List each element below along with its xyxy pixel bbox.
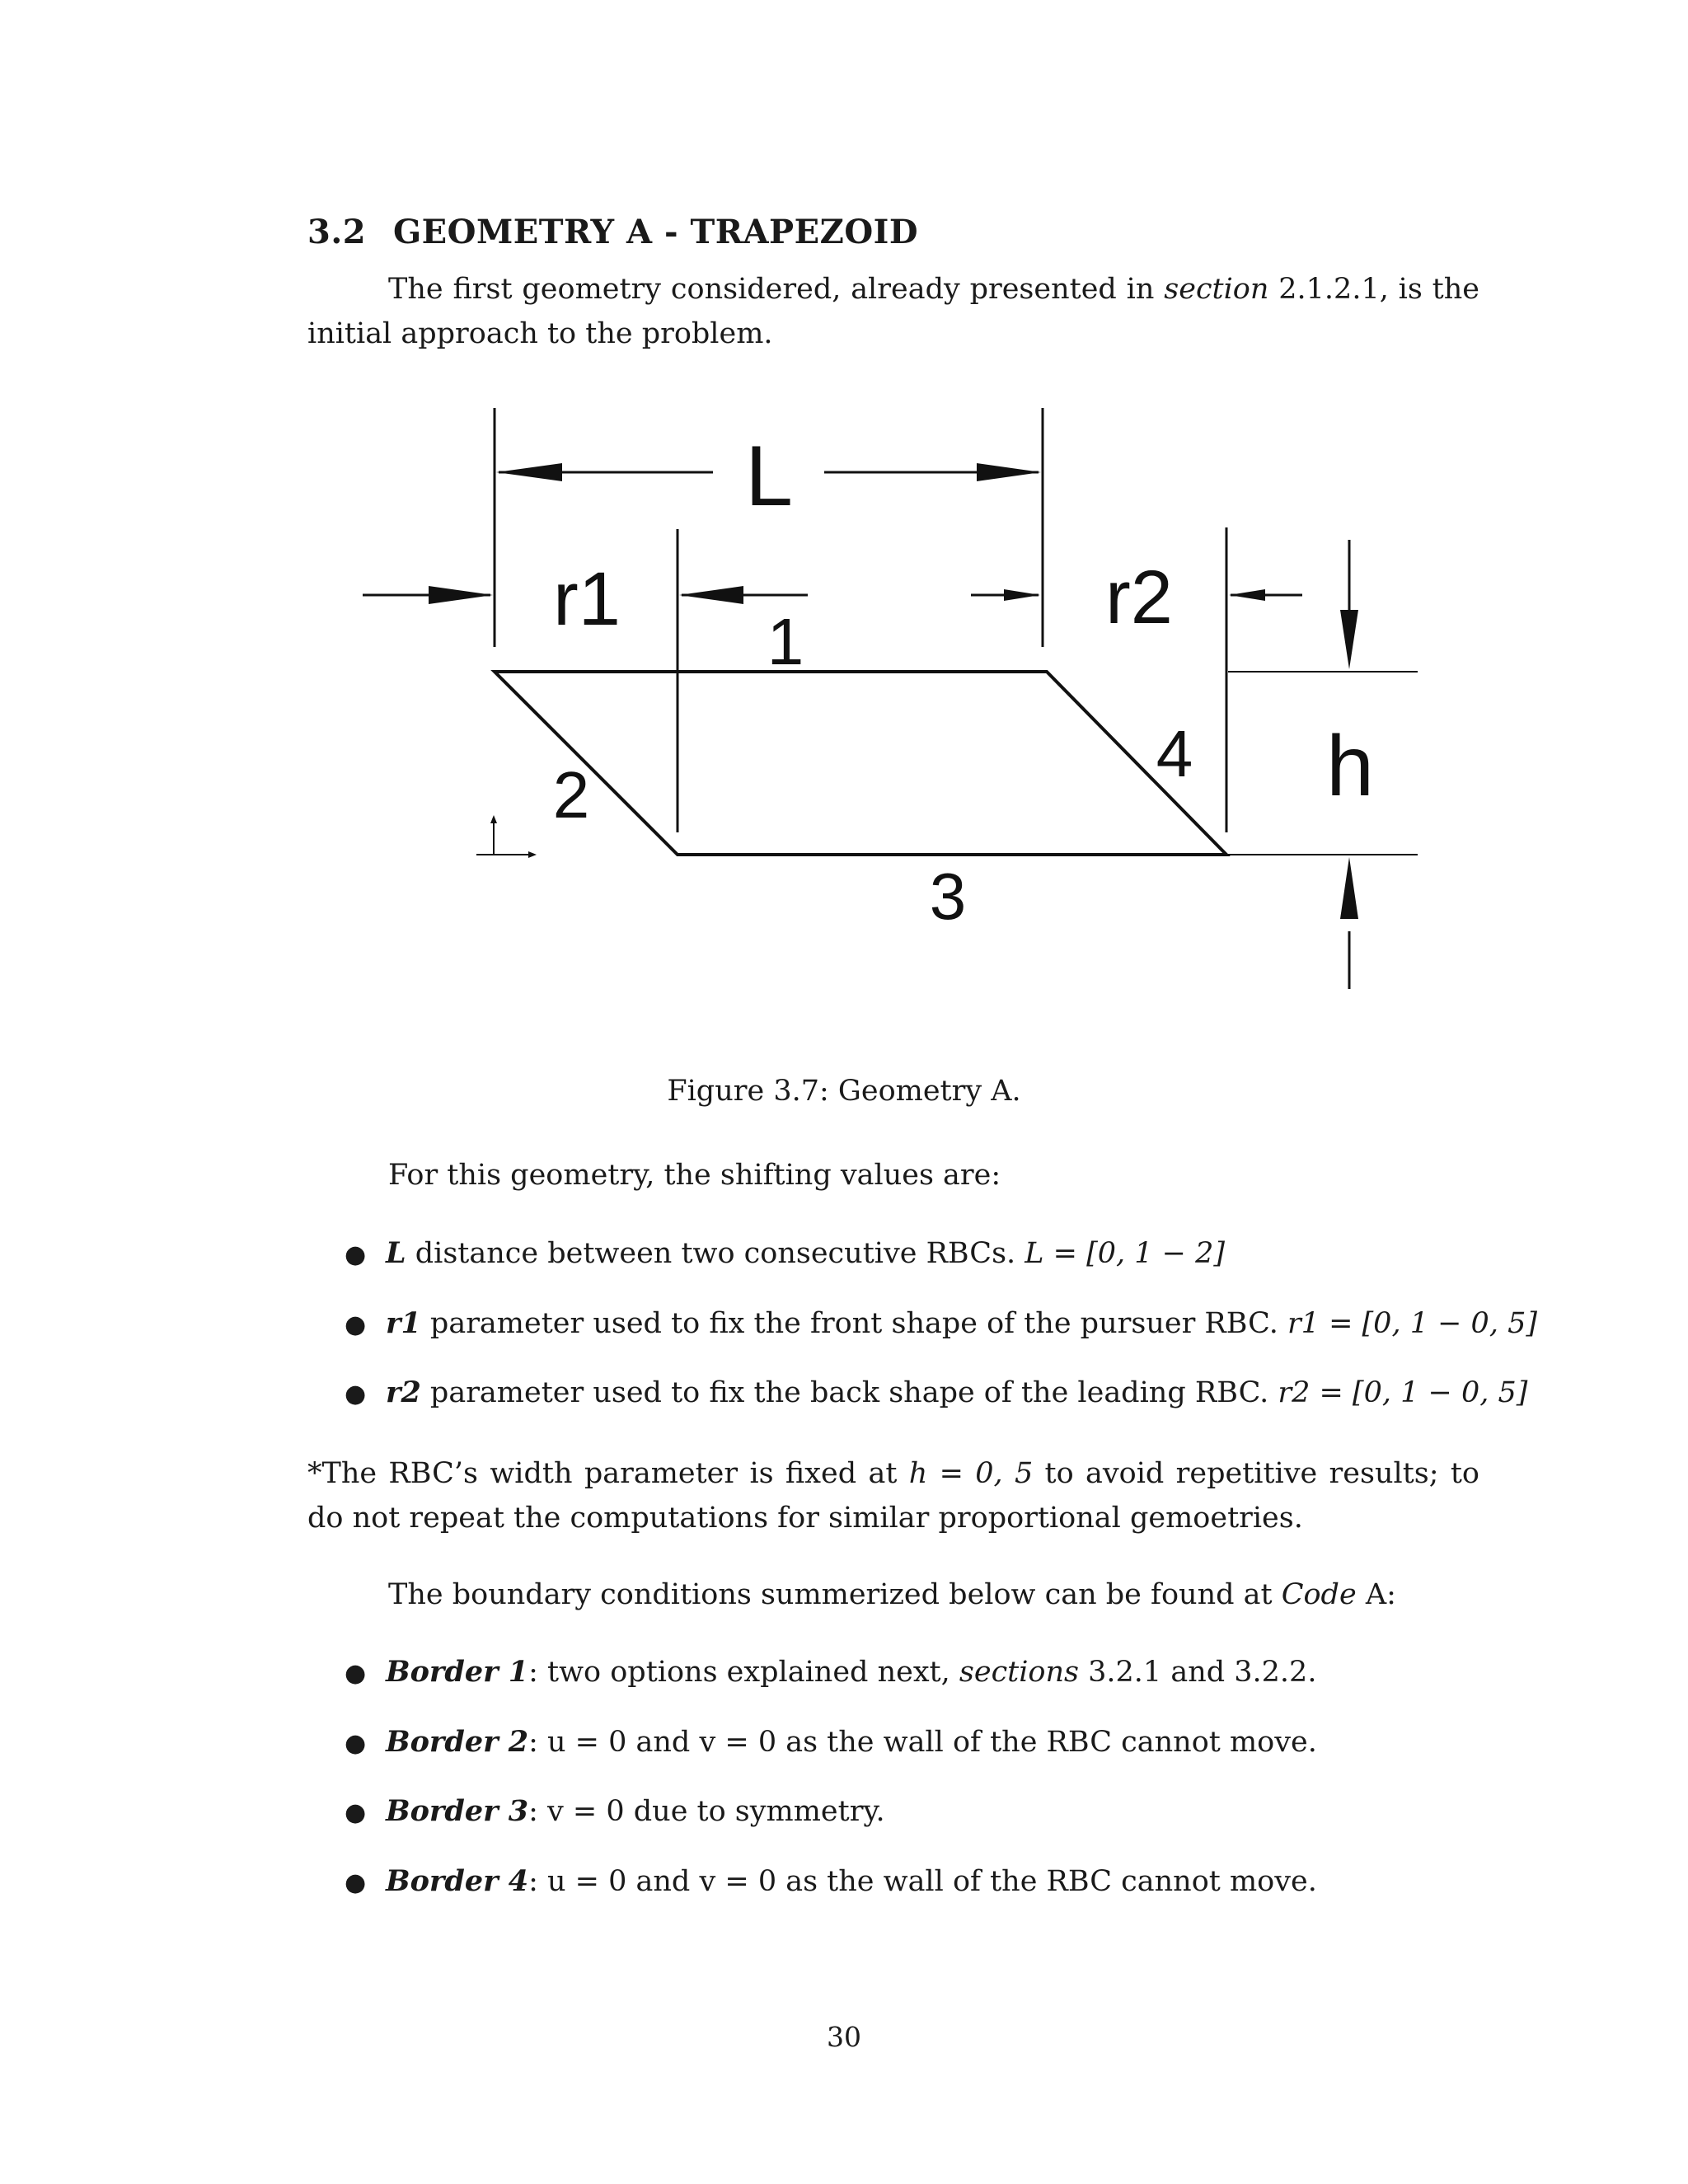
list-item <box>345 1794 885 1828</box>
arrowhead-r2-outer <box>1004 589 1040 601</box>
border-text: u = 0 and v = 0 as the wall of the RBC cannot move. <box>547 1865 1317 1898</box>
param-text: distance between two consecutive RBCs. <box>406 1237 1025 1270</box>
border-separator: : <box>528 1795 548 1828</box>
list-item <box>345 1655 1316 1689</box>
border-text: v = 0 due to symmetry. <box>547 1795 885 1828</box>
param-name: r2 <box>386 1376 421 1409</box>
geometry-a-figure <box>0 0 1688 1038</box>
border-text-end: 3.2.1 and 3.2.2. <box>1079 1656 1317 1689</box>
label-r2: r2 <box>1105 555 1173 640</box>
bullet-icon: ● <box>345 1310 367 1339</box>
boundary-intro <box>388 1578 1396 1611</box>
arrowhead-h-bottom <box>1340 857 1358 919</box>
arrowhead-h-top <box>1340 610 1358 669</box>
param-name: r1 <box>386 1306 421 1340</box>
bullet-icon: ● <box>345 1380 367 1408</box>
border-name: Border 2 <box>386 1725 529 1759</box>
section-title: GEOMETRY A - TRAPEZOID <box>393 213 919 251</box>
bullet-icon: ● <box>345 1798 367 1827</box>
section-number: 3.2 <box>307 213 367 251</box>
label-edge-2: 2 <box>552 758 590 832</box>
list-item <box>345 1725 1317 1759</box>
label-edge-3: 3 <box>929 860 967 933</box>
bullet-icon: ● <box>345 1729 367 1758</box>
border-separator: : <box>528 1865 548 1898</box>
label-r1: r1 <box>553 557 621 641</box>
param-text: parameter used to fix the front shape of the pursuer RBC. <box>420 1307 1287 1340</box>
border-separator: : <box>528 1726 548 1759</box>
page-number: 30 <box>827 2021 861 2053</box>
param-text: parameter used to fix the back shape of the leading RBC. <box>420 1376 1278 1409</box>
border-name: Border 1 <box>386 1655 529 1689</box>
arrowhead-L-left <box>496 463 562 481</box>
list-item <box>345 1236 1225 1270</box>
arrowhead-r2-inner <box>1229 589 1265 601</box>
label-h: h <box>1326 719 1374 814</box>
list-item <box>345 1306 1537 1340</box>
border-text: two options explained next, <box>547 1656 959 1689</box>
bullet-icon: ● <box>345 1868 367 1897</box>
boundary-intro-text-1: The boundary conditions summerized below can be found at <box>388 1578 1282 1611</box>
arrowhead-r1-inner <box>679 586 743 604</box>
intro-text-2: 2.1.2.1, is the initial approach to the problem. <box>307 273 1479 350</box>
border-text-italic: sections <box>959 1656 1080 1689</box>
label-edge-4: 4 <box>1156 717 1193 790</box>
note-text-1: *The RBC’s width parameter is fixed at <box>307 1457 909 1490</box>
trapezoid-shape <box>495 672 1226 855</box>
bullet-icon: ● <box>345 1240 367 1269</box>
note-text-2: to avoid repetitive results; to do not repeat the computations for similar proportional gemoetries. <box>307 1457 1479 1535</box>
note-paragraph <box>307 1451 1479 1540</box>
axis-y-arrowhead <box>490 815 497 823</box>
boundary-intro-text-2: A: <box>1356 1578 1396 1611</box>
list-item <box>345 1864 1317 1898</box>
arrowhead-L-right <box>977 463 1041 481</box>
label-edge-1: 1 <box>767 605 804 678</box>
param-formula: r1 = [0, 1 − 0, 5] <box>1287 1307 1537 1340</box>
list-item <box>345 1376 1527 1409</box>
border-separator: : <box>528 1656 548 1689</box>
label-L: L <box>745 429 793 524</box>
figure-caption: Figure 3.7: Geometry A. <box>667 1075 1021 1108</box>
border-text: u = 0 and v = 0 as the wall of the RBC cannot move. <box>547 1726 1317 1759</box>
arrowhead-r1-outer <box>429 586 493 604</box>
bullet-icon: ● <box>345 1659 367 1688</box>
border-name: Border 4 <box>386 1864 529 1898</box>
param-formula: r2 = [0, 1 − 0, 5] <box>1278 1376 1528 1409</box>
border-name: Border 3 <box>386 1794 529 1828</box>
boundary-intro-code: Code <box>1281 1578 1357 1611</box>
shifting-intro: For this geometry, the shifting values are: <box>388 1159 1001 1192</box>
note-formula: h = 0, 5 <box>908 1457 1034 1490</box>
axis-x-arrowhead <box>528 851 537 858</box>
param-formula: L = [0, 1 − 2] <box>1025 1237 1226 1270</box>
intro-ref-word: section <box>1164 273 1269 306</box>
param-name: L <box>386 1236 406 1270</box>
intro-text-1: The first geometry considered, already presented in <box>388 273 1165 306</box>
